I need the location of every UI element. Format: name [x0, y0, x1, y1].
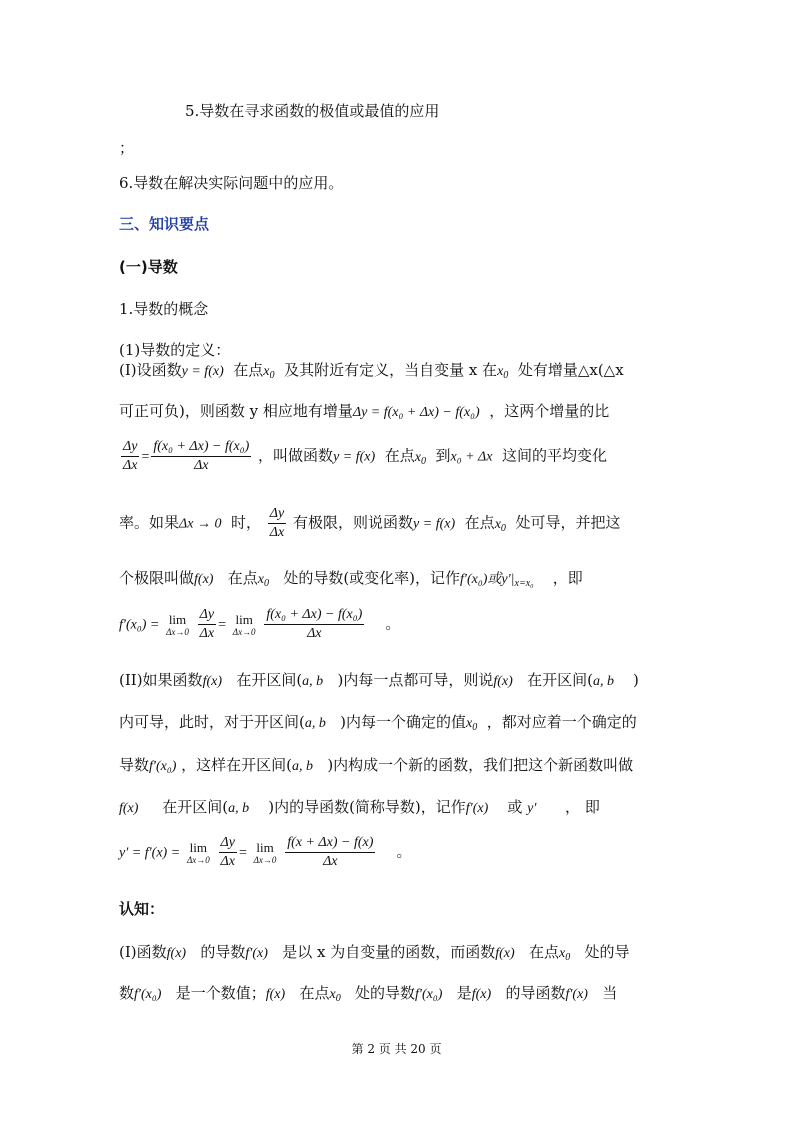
para-line-4: 率。如果Δx → 0 时， $\frac{\Delta y}{\Delta x}$ 有极限，则说函数y = f(x) 在点$x_0$ 处可导，并把这 — [119, 506, 621, 540]
para-line-8: 内可导，此时，对于开区间(a, b )内每一个确定的值$x_0$ ，都对应着一个确定的 — [119, 713, 637, 733]
formula-dy-dx-2: $\frac{\Delta y}{\Delta x}$ — [269, 506, 285, 540]
list-item-5: 5.导数在寻求函数的极值或最值的应用 — [185, 102, 440, 120]
semicolon: ； — [119, 139, 135, 157]
cognition-line-2: 数f′(x₀) 是一个数值；f(x) 在点$x_0$ 处的导数f′(x₀) 是f(x) 的导函数f′(x) 当 — [119, 984, 618, 1004]
para-line-9: 导数f′(x₀) ，这样在开区间(a, b )内构成一个新的函数，我们把这个新函数叫做 — [119, 756, 634, 774]
para-line-10: f(x) 在开区间(a, b )内的导函数(简称导数)，记作f′(x) 或 y′ ， 即 — [119, 798, 600, 816]
section-heading: 三、知识要点 — [119, 215, 210, 233]
para-line-7: (II)如果函数f(x) 在开区间(a, b )内每一点都可导，则说f(x) 在开区间(a, b ) — [119, 671, 639, 689]
para-line-3: $\frac{\Delta y}{\Delta x}$ = $\frac{\text{f(x₀ + Δx) − f(x₀)}}{\Delta x}$ ，叫做函数y = f(x) 在点$x_0$ 到x₀ + Δx 这间的平均变化 — [123, 439, 608, 473]
para-line-5: 个极限叫做f(x) 在点$x_0$ 处的导数(或变化率)，记作f′(x₀)或$y'|_{x=x_0}$ ，即 — [119, 569, 583, 589]
cognition-line-1: (I)函数f(x) 的导数f′(x) 是以 x 为自变量的函数，而函数f(x) 在点$x_0$ 处的导 — [119, 943, 630, 963]
formula-dy-dx: $\frac{\Delta y}{\Delta x}$ — [123, 439, 138, 473]
formula-derivative-limit: f′(x₀) = lim Δx→0 $\frac{\Delta y}{\Delta x}$ = lim Δx→0 $\frac{\text{f(x₀ + Δx) − f(x₀)}}{\Delta x}$ 。 — [119, 607, 401, 641]
para-line-2: 可正可负)，则函数 y 相应地有增量Δy = f(x₀ + Δx) − f(x₀) ，这两个增量的比 — [119, 402, 610, 420]
definition-heading: (1)导数的定义： — [119, 341, 231, 359]
page-footer: 第 2 页 共 20 页 — [351, 1042, 442, 1056]
concept-heading: 1.导数的概念 — [119, 300, 209, 318]
formula-difference-quotient: $\frac{\text{f(x₀ + Δx) − f(x₀)}}{\Delta x}$ — [153, 439, 250, 473]
formula-notation: f′(x₀)或$y'|_{x=x_0}$ — [460, 572, 534, 589]
formula-increment: Δy = f(x₀ + Δx) − f(x₀) — [352, 405, 480, 420]
subsection-heading: (一)导数 — [119, 258, 178, 276]
list-item-6: 6.导数在解决实际问题中的应用。 — [119, 174, 344, 192]
cognition-heading: 认知： — [119, 900, 165, 918]
para-line-1: (I)设函数y = f(x) 在点$x_0$ 及其附近有定义，当自变量 x 在$x_0$ 处有增量△x(△x — [119, 361, 624, 381]
formula-y-fx: y = f(x) — [181, 364, 224, 379]
formula-derivative-function: y′ = f′(x) = lim Δx→0 $\frac{\Delta y}{\Delta x}$ = lim Δx→0 $\frac{f(x + \Delta x) - f(x)}{\Delta x}$ 。 — [119, 835, 412, 869]
